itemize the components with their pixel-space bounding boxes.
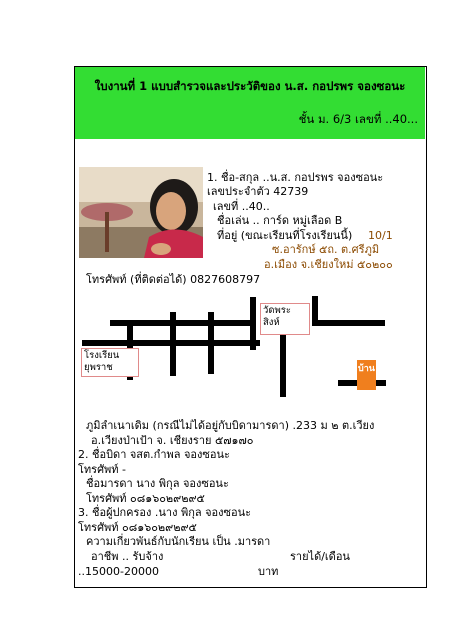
nickname-blood: ชื่อเล่น .. การ์ด หมู่เลือด B (217, 214, 343, 227)
student-name: 1. ชื่อ-สกุล ..น.ส. กอปรพร จองซอนะ (207, 171, 384, 184)
address-house-number: 10/1 (368, 229, 393, 242)
father-name: 2. ชื่อบิดา จสต.กำพล จองซอนะ (78, 448, 230, 461)
guardian-name: 3. ชื่อผู้ปกครอง .นาง พิกุล จองซอนะ (78, 506, 252, 519)
guardian-occupation: อาชีพ .. รับจ้าง (91, 550, 164, 563)
road (170, 312, 176, 376)
income-label: รายได้/เดือน (290, 550, 350, 563)
class-number-line: ชั้น ม. 6/3 เลขที่ ..40... (298, 112, 418, 126)
address-district: อ.เมือง จ.เชียงใหม่ ๕๐๒๐๐ (264, 258, 393, 271)
mother-phone: โทรศัพท์ ๐๘๑๖๐๒๙๒๙๕ (86, 492, 205, 505)
temple-landmark: วัดพระสิงห์ (260, 303, 310, 335)
road (250, 297, 256, 350)
father-phone: โทรศัพท์ - (78, 463, 127, 476)
hometown-line-1: ภูมิลำเนาเดิม (กรณีไม่ได้อยู่กับบิดามารดา) .233 ม ๒ ต.เวียง (86, 419, 375, 432)
road (312, 296, 318, 326)
road (315, 320, 385, 326)
hometown-line-2: อ.เวียงป่าเป้า จ. เชียงราย ๕๗๑๗๐ (91, 434, 254, 447)
mother-name: ชื่อมารดา นาง พิกุล จองซอนะ (86, 477, 229, 490)
school-landmark: โรงเรียนยุพราช (81, 348, 139, 377)
income-value: ..15000-20000 (78, 565, 159, 578)
guardian-relation: ความเกี่ยวพันธ์กับนักเรียน เป็น .มารดา (86, 535, 271, 548)
address-label: ที่อยู่ (ขณะเรียนที่โรงเรียนนี้) (217, 229, 353, 242)
student-id: เลขประจำตัว 42739 (207, 185, 309, 198)
guardian-phone: โทรศัพท์ ๐๘๑๖๐๒๙๒๙๕ (78, 521, 197, 534)
income-unit: บาท (258, 565, 279, 578)
student-number: เลขที่ ..40.. (213, 200, 270, 213)
home-marker: บ้าน (357, 360, 376, 390)
contact-phone: โทรศัพท์ (ที่ติดต่อได้) 0827608797 (86, 273, 261, 286)
worksheet-title: ใบงานที่ 1 แบบสำรวจและประวัติของ น.ส. กอปรพร จองซอนะ (94, 79, 406, 93)
address-street: ซ.อารักษ์ ๕ถ. ต.ศรีภูมิ (272, 243, 380, 256)
road (208, 312, 214, 374)
